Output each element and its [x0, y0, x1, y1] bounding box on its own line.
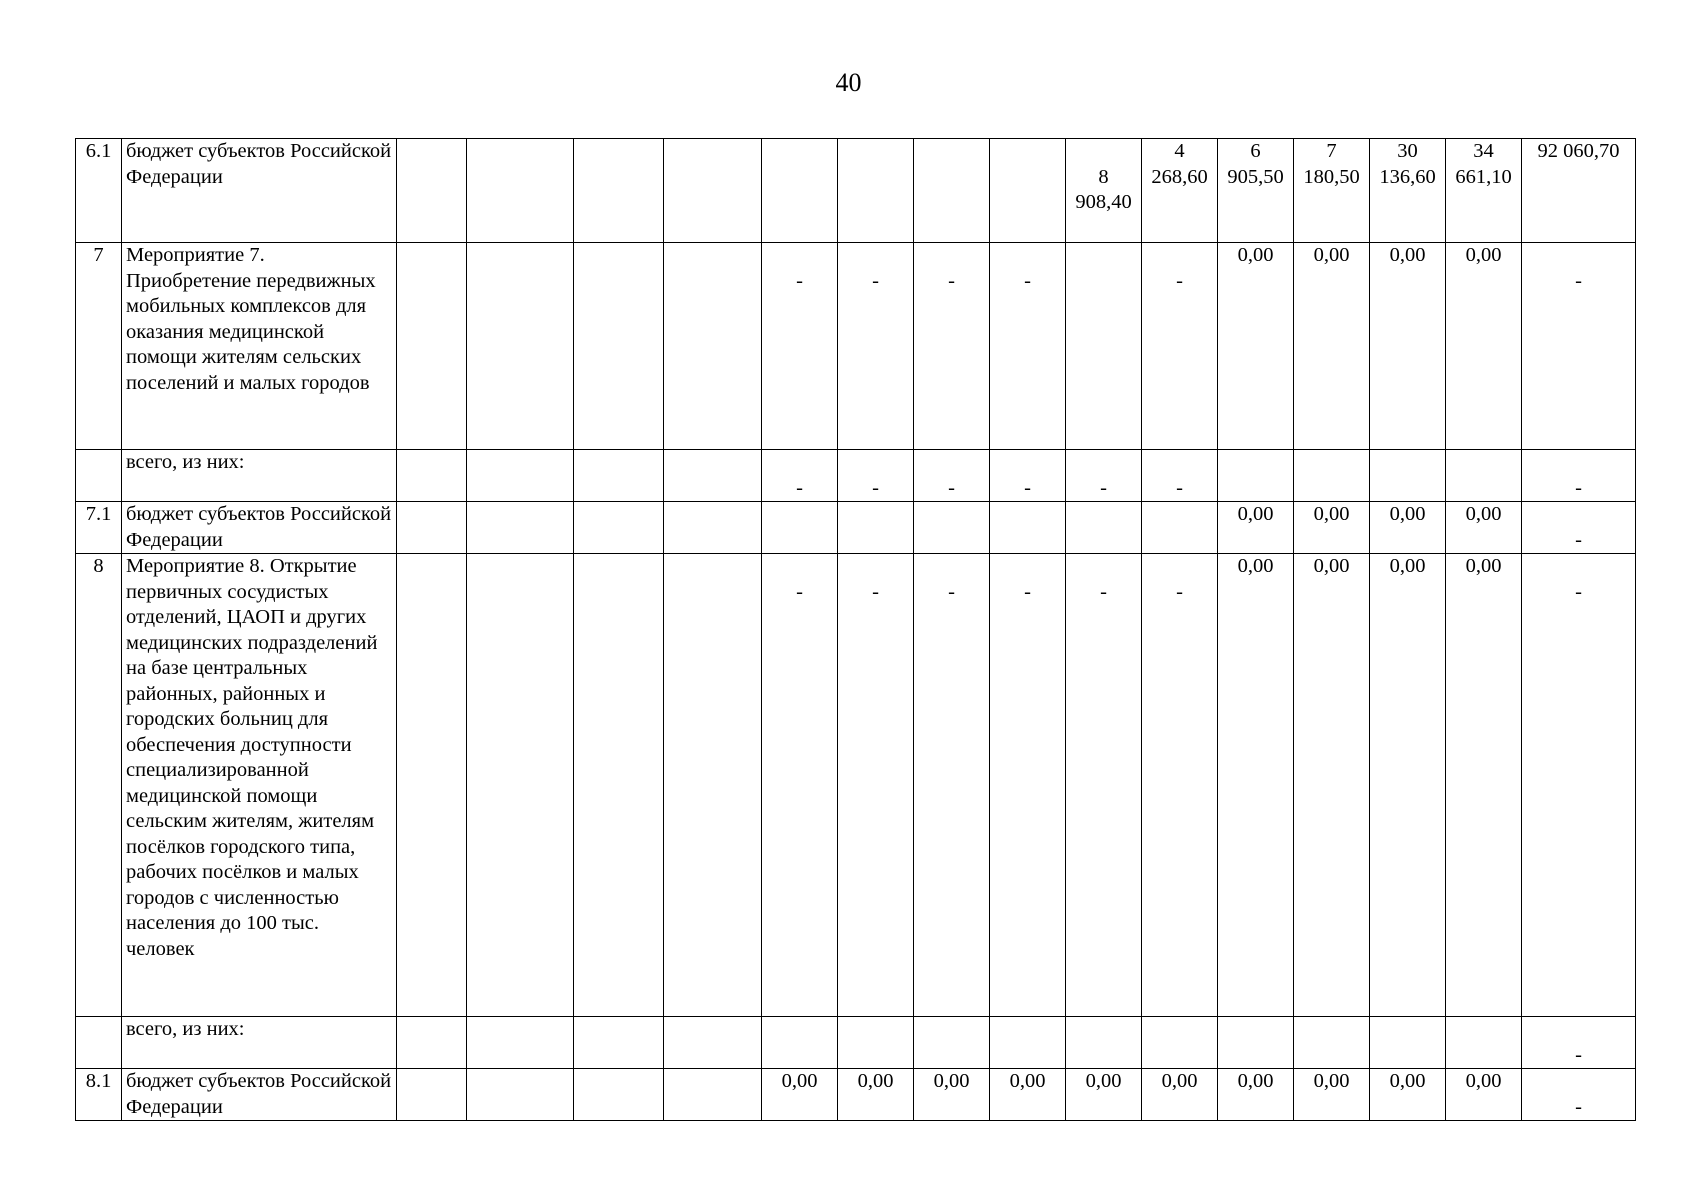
row-name: Мероприятие 8. Открытие первичных сосудистых отделений, ЦАОП и других медицинских подразделений на базе центральных районных, районных и городских больниц для обеспечения доступности специализированной медицинской помощи сельским жителям, жителям посёлков городского типа, рабочих посёлков и малых городов с численностью населения до 100 тыс. человек — [122, 554, 397, 1017]
total-cell: - — [1522, 502, 1636, 554]
row-number: 8 — [76, 554, 122, 1017]
table-cell — [1066, 1017, 1142, 1069]
value-cell — [1446, 450, 1522, 502]
table-row — [76, 1069, 1636, 1121]
table-cell — [467, 554, 574, 1017]
row-number — [76, 450, 122, 502]
value-cell: 6 905,50 — [1218, 139, 1294, 243]
table-cell — [467, 1069, 574, 1121]
table-row — [76, 554, 1636, 1017]
table-cell — [664, 1069, 762, 1121]
row-name: всего, из них: — [122, 450, 397, 502]
table-cell — [664, 139, 762, 243]
value-cell: - — [762, 243, 838, 450]
row-name: всего, из них: — [122, 1017, 397, 1069]
value-cell: 0,00 — [1446, 502, 1522, 554]
table-cell — [914, 1017, 990, 1069]
table-cell — [762, 1017, 838, 1069]
value-cell: 0,00 — [1370, 243, 1446, 450]
value-cell: - — [762, 554, 838, 1017]
value-cell — [1294, 450, 1370, 502]
value-cell — [1218, 450, 1294, 502]
value-cell: 30 136,60 — [1370, 139, 1446, 243]
row-number — [76, 1017, 122, 1069]
total-cell: - — [1522, 243, 1636, 450]
table-cell — [467, 243, 574, 450]
table-cell — [397, 243, 467, 450]
row-number: 7 — [76, 243, 122, 450]
value-cell: 0,00 — [1218, 554, 1294, 1017]
value-cell — [1066, 243, 1142, 450]
value-cell: - — [990, 243, 1066, 450]
table-row — [76, 139, 1636, 243]
table-cell — [397, 1017, 467, 1069]
value-cell: 0,00 — [1294, 1069, 1370, 1121]
row-number: 7.​1 — [76, 502, 122, 554]
table-cell — [664, 1017, 762, 1069]
value-cell: 0,00 — [1294, 554, 1370, 1017]
row-name: бюджет субъектов Российской Федерации — [122, 1069, 397, 1121]
table-cell — [1142, 502, 1218, 554]
value-cell: 7 180,50 — [1294, 139, 1370, 243]
table-row — [76, 502, 1636, 554]
budget-table — [75, 138, 1636, 1121]
value-cell: 0,00 — [1370, 1069, 1446, 1121]
value-cell: 0,00 — [1370, 554, 1446, 1017]
value-cell: 34 661,10 — [1446, 139, 1522, 243]
total-cell: 92 060,70 — [1522, 139, 1636, 243]
row-name: бюджет субъектов Российской Федерации — [122, 502, 397, 554]
value-cell: 0,00 — [990, 1069, 1066, 1121]
value-cell: 0,00 — [1294, 243, 1370, 450]
table-cell — [574, 502, 664, 554]
row-number: 6.​1 — [76, 139, 122, 243]
value-cell: - — [838, 554, 914, 1017]
table-cell — [664, 502, 762, 554]
value-cell: 0,00 — [1066, 1069, 1142, 1121]
table-cell — [762, 502, 838, 554]
table-cell — [914, 139, 990, 243]
table-cell — [664, 554, 762, 1017]
value-cell: - — [838, 243, 914, 450]
value-cell: 0,00 — [1218, 243, 1294, 450]
value-cell: 0,00 — [1370, 502, 1446, 554]
total-cell: - — [1522, 1017, 1636, 1069]
table-cell — [574, 139, 664, 243]
value-cell: 0,00 — [914, 1069, 990, 1121]
table-cell — [1218, 1017, 1294, 1069]
row-number: 8.​1 — [76, 1069, 122, 1121]
value-cell: 0,00 — [1218, 1069, 1294, 1121]
value-cell: 0,00 — [1446, 243, 1522, 450]
table-cell — [990, 502, 1066, 554]
value-cell: - — [914, 243, 990, 450]
value-cell: - — [1066, 450, 1142, 502]
value-cell: - — [1142, 554, 1218, 1017]
table-cell — [914, 502, 990, 554]
table-row — [76, 243, 1636, 450]
value-cell: 8 908,40 — [1066, 139, 1142, 243]
value-cell: - — [762, 450, 838, 502]
table-cell — [574, 1017, 664, 1069]
table-cell — [467, 502, 574, 554]
table-cell — [467, 1017, 574, 1069]
table-cell — [990, 139, 1066, 243]
table-cell — [574, 243, 664, 450]
table-cell — [397, 450, 467, 502]
value-cell: 0,00 — [1294, 502, 1370, 554]
table-cell — [664, 243, 762, 450]
table-cell — [838, 139, 914, 243]
table-cell — [397, 1069, 467, 1121]
value-cell: - — [1142, 243, 1218, 450]
table-cell — [1142, 1017, 1218, 1069]
value-cell: 0,00 — [838, 1069, 914, 1121]
value-cell: 0,00 — [1446, 1069, 1522, 1121]
value-cell: - — [838, 450, 914, 502]
table-cell — [838, 502, 914, 554]
total-cell: - — [1522, 450, 1636, 502]
value-cell: 4 268,60 — [1142, 139, 1218, 243]
table-cell — [1446, 1017, 1522, 1069]
value-cell: - — [990, 450, 1066, 502]
table-row — [76, 1017, 1636, 1069]
table-cell — [838, 1017, 914, 1069]
table-cell — [664, 450, 762, 502]
table-cell — [467, 450, 574, 502]
value-cell: 0,00 — [1446, 554, 1522, 1017]
row-name: Мероприятие 7. Приобретение передвижных мобильных комплексов для оказания медицинской помощи жителям сельских поселений и малых городов — [122, 243, 397, 450]
value-cell: - — [1066, 554, 1142, 1017]
value-cell — [1370, 450, 1446, 502]
table-cell — [574, 554, 664, 1017]
value-cell: 0,00 — [1142, 1069, 1218, 1121]
total-cell: - — [1522, 1069, 1636, 1121]
value-cell: 0,00 — [1218, 502, 1294, 554]
table-cell — [1294, 1017, 1370, 1069]
table-cell — [397, 139, 467, 243]
table-cell — [1066, 502, 1142, 554]
value-cell: - — [914, 554, 990, 1017]
table-cell — [762, 139, 838, 243]
table-cell — [574, 450, 664, 502]
row-name: бюджет субъектов Российской Федерации — [122, 139, 397, 243]
table-cell — [990, 1017, 1066, 1069]
table-row — [76, 450, 1636, 502]
value-cell: - — [1142, 450, 1218, 502]
table-cell — [397, 502, 467, 554]
page-number: 40 — [835, 68, 862, 97]
value-cell: 0,00 — [762, 1069, 838, 1121]
table-cell — [467, 139, 574, 243]
value-cell: - — [914, 450, 990, 502]
table-cell — [397, 554, 467, 1017]
table-cell — [1370, 1017, 1446, 1069]
value-cell: - — [990, 554, 1066, 1017]
table-cell — [574, 1069, 664, 1121]
total-cell: - — [1522, 554, 1636, 1017]
